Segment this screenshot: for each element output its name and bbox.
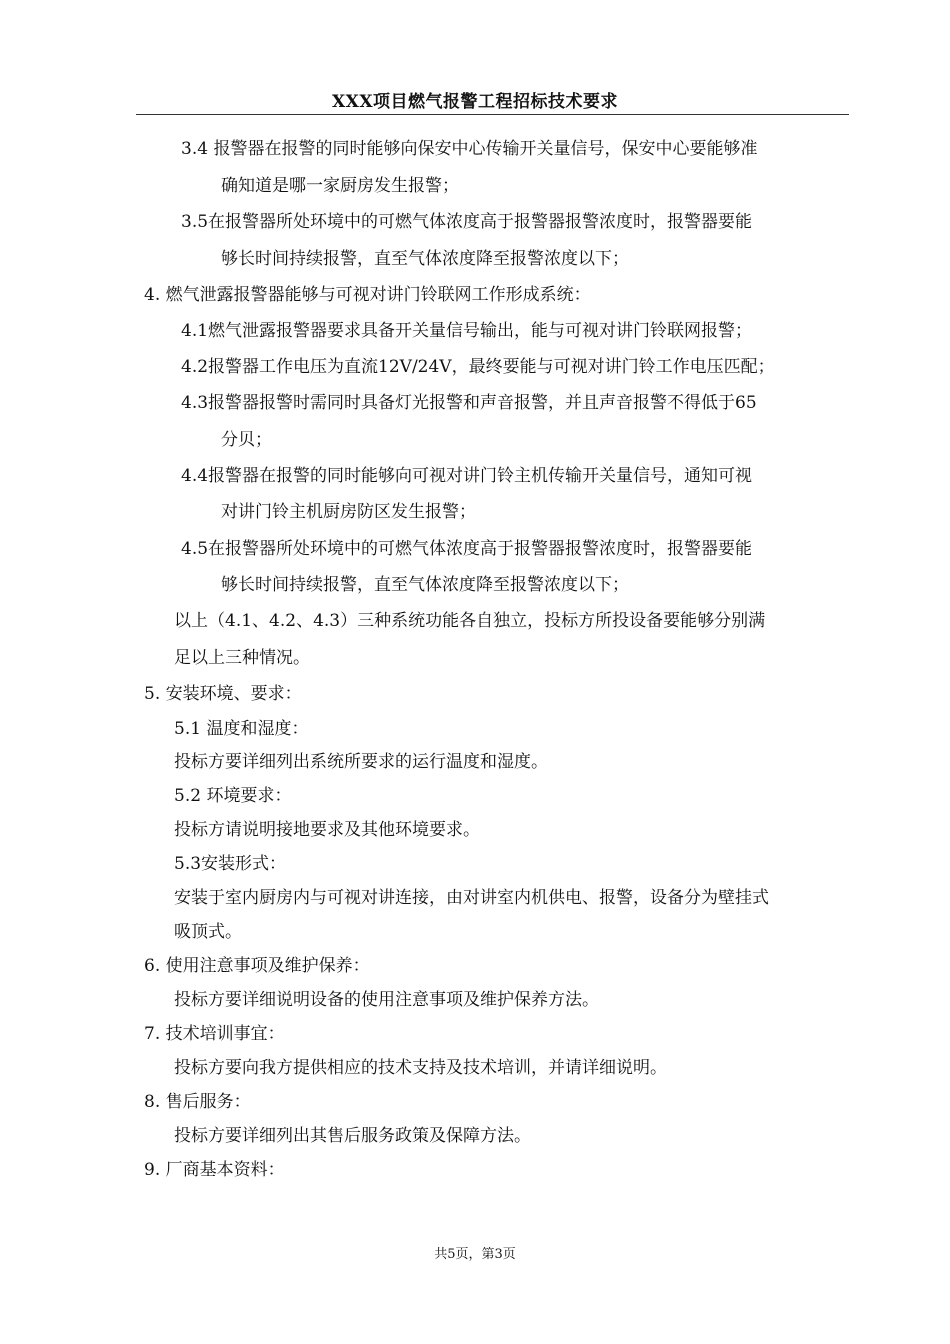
clause-5-2-heading: 5.2 环境要求： [174,786,292,806]
clause-4-5-line2: 够长时间持续报警，直至气体浓度降至报警浓度以下； [221,575,629,595]
section-7-text: 投标方要向我方提供相应的技术支持及技术培训，并请详细说明。 [174,1058,667,1078]
clause-4-4-line2: 对讲门铃主机厨房防区发生报警； [221,502,476,522]
clause-5-3-heading: 5.3安装形式： [174,854,287,874]
section-8-text: 投标方要详细列出其售后服务政策及保障方法。 [174,1126,531,1146]
section-7-heading: 7. 技术培训事宜： [144,1024,285,1044]
clause-4-5-line1: 4.5在报警器所处环境中的可燃气体浓度高于报警器报警浓度时，报警器要能 [181,539,753,559]
clause-5-1-heading: 5.1 温度和湿度： [174,719,309,739]
clause-4-3-line1: 4.3报警器报警时需同时具备灯光报警和声音报警，并且声音报警不得低于65 [181,393,757,413]
document-title: XXX项目燃气报警工程招标技术要求 [331,92,619,112]
clause-3-4-line2: 确知道是哪一家厨房发生报警； [221,176,459,196]
clause-3-5-line2: 够长时间持续报警，直至气体浓度降至报警浓度以下； [221,249,629,269]
clause-5-2-text: 投标方请说明接地要求及其他环境要求。 [174,820,480,840]
section-6-text: 投标方要详细说明设备的使用注意事项及维护保养方法。 [174,990,599,1010]
section-9-heading: 9. 厂商基本资料： [144,1160,285,1180]
section-8-heading: 8. 售后服务： [144,1092,251,1112]
clause-3-4-line1: 3.4 报警器在报警的同时能够向保安中心传输开关量信号，保安中心要能够准 [181,139,758,159]
clause-4-2: 4.2报警器工作电压为直流12V/24V，最终要能与可视对讲门铃工作电压匹配； [181,357,775,377]
section-6-heading: 6. 使用注意事项及维护保养： [144,956,370,976]
clause-4-4-line1: 4.4报警器在报警的同时能够向可视对讲门铃主机传输开关量信号，通知可视 [181,466,753,486]
header-divider [136,114,849,115]
clause-5-3-text-line1: 安装于室内厨房内与可视对讲连接，由对讲室内机供电、报警，设备分为壁挂式 [174,888,769,908]
section-4-note-line2: 足以上三种情况。 [174,648,310,668]
clause-5-3-text-line2: 吸顶式。 [174,922,242,942]
clause-5-1-text: 投标方要详细列出系统所要求的运行温度和湿度。 [174,752,548,772]
clause-4-1: 4.1燃气泄露报警器要求具备开关量信号输出，能与可视对讲门铃联网报警； [181,321,753,341]
section-4-note-line1: 以上（4.1、4.2、4.3）三种系统功能各自独立，投标方所投设备要能够分别满 [174,611,766,631]
section-4-heading: 4. 燃气泄露报警器能够与可视对讲门铃联网工作形成系统： [144,285,591,305]
clause-3-5-line1: 3.5在报警器所处环境中的可燃气体浓度高于报警器报警浓度时，报警器要能 [181,212,753,232]
page-footer: 共5页，第3页 [434,1247,516,1262]
section-5-heading: 5. 安装环境、要求： [144,684,302,704]
clause-4-3-line2: 分贝； [221,430,272,450]
